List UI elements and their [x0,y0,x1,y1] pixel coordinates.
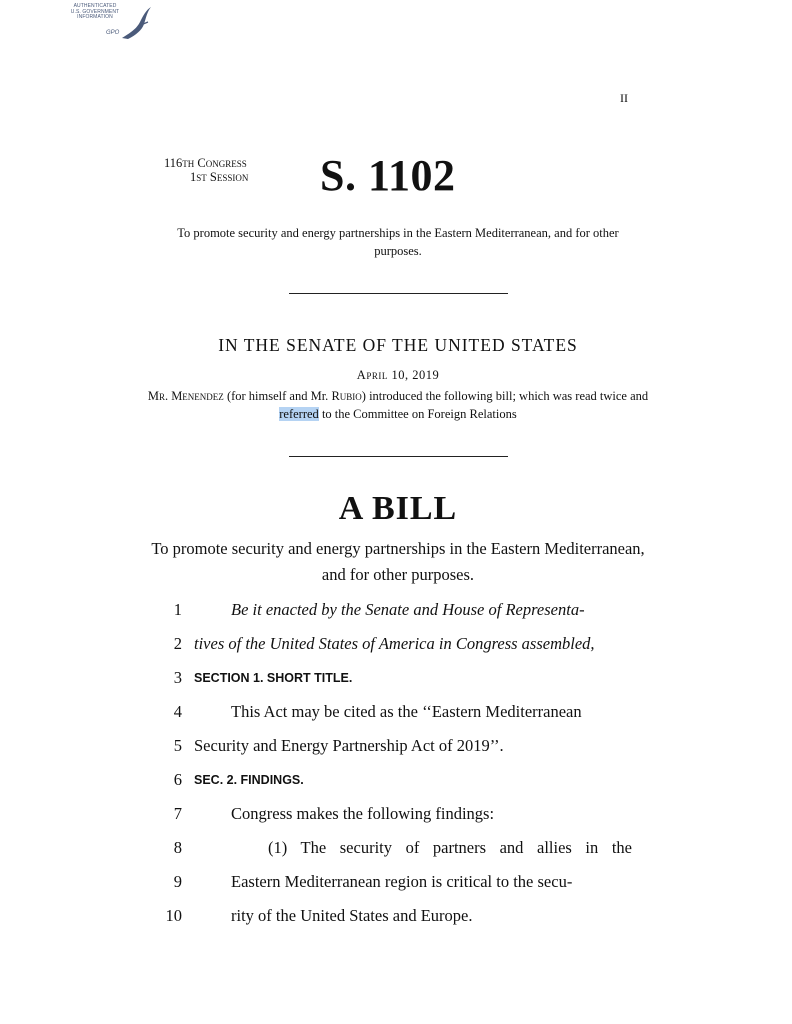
section-heading: SECTION 1. SHORT TITLE. [194,671,353,685]
bill-line [0,634,792,658]
bill-line [0,770,792,794]
line-number: 4 [173,702,182,721]
line-text: Be it enacted by the Senate and House of Representa- [231,600,585,619]
bill-line [0,804,792,828]
bill-line [0,906,792,930]
line-number: 5 [173,736,182,755]
divider-bottom [289,456,508,457]
intro-text-3: to the Committee on Foreign Relations [318,407,517,421]
logo-line-1: AUTHENTICATED [73,3,117,9]
sponsor-menendez: Mr. Menendez [147,389,224,403]
short-purpose: To promote security and energy partnerships in the Eastern Mediterranean, and for other purposes. [177,226,619,258]
congress-number: 116th Congress [164,156,247,170]
intro-text-1: (for himself and Mr. [223,389,332,403]
line-number: 3 [173,668,182,687]
session-number: 1st Session [190,170,249,184]
line-number: 8 [173,838,182,857]
line-number: 10 [165,906,182,925]
section-heading: SEC. 2. FINDINGS. [194,773,304,787]
eagle-icon [118,4,154,44]
line-text: Congress makes the following findings: [231,804,495,823]
introduction-text [140,387,656,423]
bill-line [0,668,792,692]
logo-line-2: U.S. GOVERNMENT [70,8,120,15]
divider-top [289,293,508,294]
bill-line [0,600,792,624]
bill-line [0,736,792,760]
line-number: 7 [173,804,182,823]
line-number: 1 [173,600,182,619]
logo-line-3: INFORMATION [77,14,113,21]
bill-number: S. 1102 [320,151,456,200]
bill-heading: A BILL [338,490,458,527]
gpo-authenticated-logo [62,4,154,44]
highlighted-word[interactable]: referred [279,407,319,421]
line-text: Eastern Mediterranean region is critical to the secu- [231,872,573,891]
bill-line [0,702,792,726]
logo-gpo-text: GPO [106,30,120,36]
bill-line [0,838,792,862]
sponsor-rubio: Rubio [331,389,362,403]
line-text: This Act may be cited as the ‘‘Eastern Mediterranean [231,702,582,721]
congress-session [164,156,248,184]
bill-version: II [620,91,628,105]
line-number: 2 [173,634,182,653]
line-text: (1) The security of partners and allies in the [268,838,632,857]
line-text: rity of the United States and Europe. [231,906,473,925]
intro-text-2: ) introduced the following bill; which was read twice and [361,389,649,403]
introduction-date: April 10, 2019 [356,368,440,382]
bill-line [0,872,792,896]
line-number: 9 [173,872,182,891]
line-text: Security and Energy Partnership Act of 2019’’. [194,736,504,755]
line-text: tives of the United States of America in Congress assembled, [194,634,595,653]
line-number: 6 [173,770,182,789]
long-purpose: To promote security and energy partnerships in the Eastern Mediterranean, and for other purposes. [151,539,645,584]
chamber-heading: IN THE SENATE OF THE UNITED STATES [218,335,578,355]
